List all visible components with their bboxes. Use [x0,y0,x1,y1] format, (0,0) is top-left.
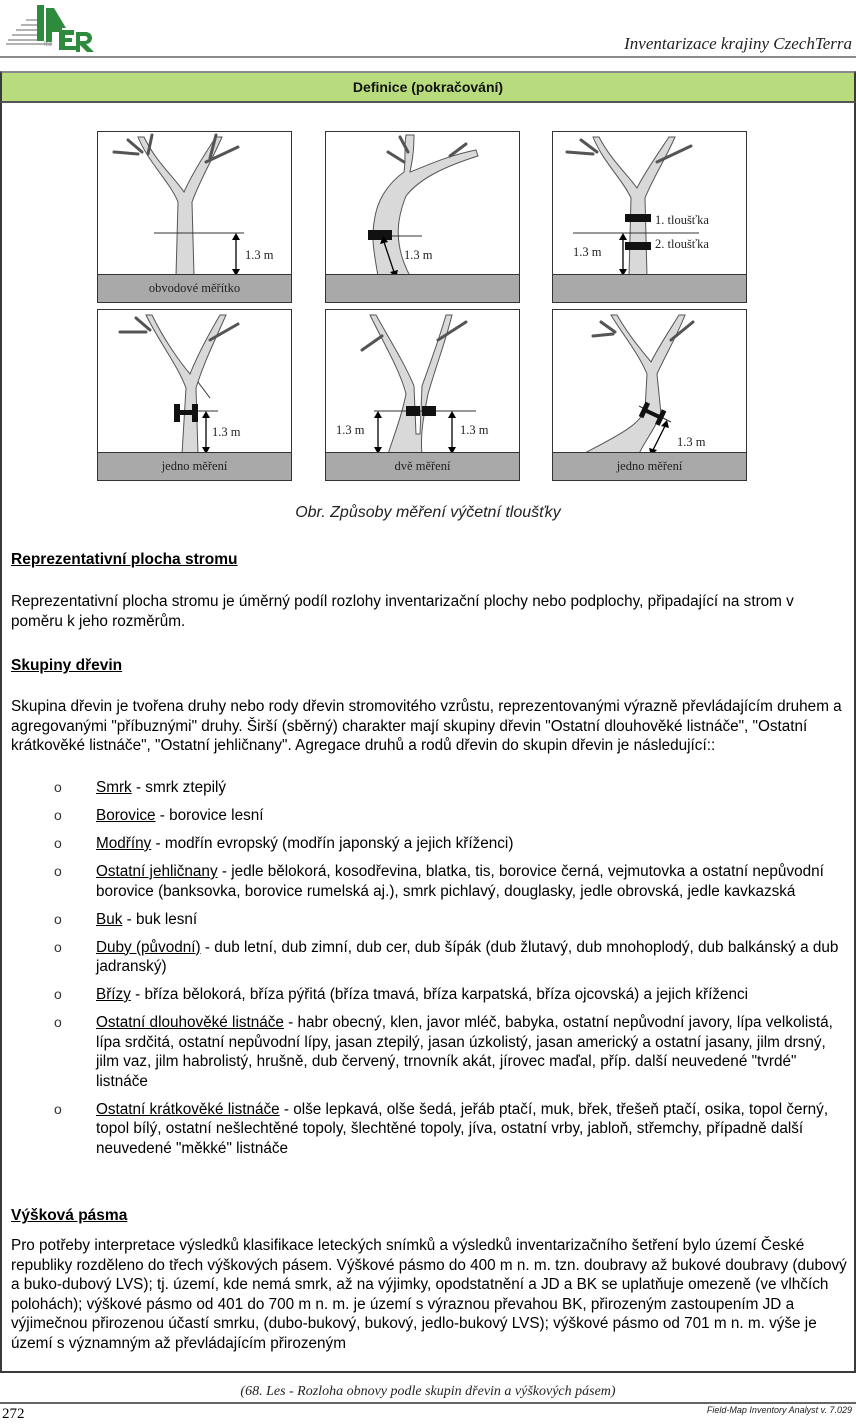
footer-divider [0,1402,856,1404]
paragraph-altitude-zones: Pro potřeby interpretace výsledků klasifikace leteckých snímků a výsledků inventarizačního šetření bylo území České republiky rozděleno do třech výškových pásem. Výškové pásmo do 400 m n. m. tzn. doubravy až bukové doubravy (dubový a buko-dubový LVS); tj. území, kde nemá smrk, až na výjimky, opodstatnění a JD a BK se uplatňuje omezeně (ve vlhčích polohách); výškové pásmo od 401 do 700 m n. m. je území s výraznou převahou BK, přirozeným zastoupením JD a výjimečnou přirozenou účastí smrku, (dubo-bukový, bukový, jedlo-bukový LVS); výškové pásmo od 701 m n. m. výše je území s významným až převládajícím přirozeným [11,1237,847,1352]
ground-label: obvodové měřítko [98,274,291,302]
bullet-icon: o [54,807,62,823]
app-version: Field-Map Inventory Analyst v. 7.029 [706,1405,852,1415]
group-term: Smrk [96,779,132,796]
group-desc: - buk lesní [122,910,198,928]
bullet-icon: o [54,938,62,955]
height-label: 1.3 m [573,245,602,259]
figure-panel-bent-base [552,309,747,481]
height-label-left: 1.3 m [336,423,365,437]
second-diameter-label: 2. tloušťka [655,237,709,251]
bullet-icon: o [54,910,62,927]
tree-groups-list [0,778,856,1167]
bullet-icon: o [54,835,62,851]
first-diameter-label: 1. tloušťka [655,213,709,227]
height-label-right: 1.3 m [460,423,489,437]
bullet-icon: o [54,1014,62,1030]
group-term: Modříny [96,835,152,852]
group-term: Ostatní dlouhověké listnáče [96,1014,284,1031]
group-desc: - dub letní, dub zimní, dub cer, dub šípák (dub žlutavý, dub mnohoplodý, dub balkánský a dub jadranský) [96,938,839,975]
figure-panel-circumference-tape [97,131,292,303]
height-label: 1.3 m [404,248,433,262]
list-item [0,806,846,826]
group-desc: - modřín evropský (modřín japonský a jejich kříženci) [151,835,514,852]
list-item [0,778,846,798]
group-desc: - smrk ztepilý [131,779,227,796]
document-title: Inventarizace krajiny CzechTerra [624,34,852,53]
list-item [0,834,846,854]
height-label: 1.3 m [212,425,241,439]
figure-panel-fork-above [97,309,292,481]
group-term: Borovice [96,807,156,824]
paragraph-tree-groups: Skupina dřevin je tvořena druhy nebo rody dřevin stromovitého vzrůstu, reprezentovanými výrazně převládajícím druhem a agregovanými "příbuznými" druhy. Širší (sběrný) charakter mají skupiny dřevin "Ostatní dlouhověké listnáče", "Ostatní krátkověké listnáče", "Ostatní jehličnany". Agregace druhů a rodů dřevin do skupin dřevin je následující:: [11,698,842,754]
bullet-icon: o [54,863,62,879]
group-term: Duby (původní) [96,938,201,956]
report-caption: (68. Les - Rozloha obnovy podle skupin dřevin a výškových pásem) [240,1384,616,1399]
group-desc: - bříza bělokorá, bříza pýřitá (bříza tmavá, bříza karpatská, bříza ojcovská) a jejich kříženci [130,986,749,1003]
list-item [0,938,846,977]
list-item [0,1013,846,1091]
group-term: Buk [96,910,123,928]
figure-panel-leaning-tree [325,131,520,303]
logo-text: ltd [44,41,52,48]
heading-altitude-zones: Výšková pásma [11,1207,128,1224]
heading-tree-groups: Skupiny dřevin [11,657,123,674]
bullet-icon: o [54,779,62,795]
group-term: Ostatní jehličnany [96,863,218,880]
heading-representative-area: Reprezentativní plocha stromu [11,551,238,568]
figure-panel-swelling [552,131,747,303]
ground-label [326,274,519,302]
section-title: Definice (pokračování) [352,79,504,95]
group-desc: - borovice lesní [155,807,264,824]
list-item [0,1100,846,1159]
list-item [0,910,846,930]
ifer-logo [4,2,96,52]
group-desc: - jedle bělokorá, kosodřevina, blatka, tis, borovice černá, vejmutovka a ostatní nepůvodní borovice (banksovka, borovice rumelská aj.), smrk pichlavý, douglasky, jedle obrovská, jedle kavkazská [96,863,824,900]
group-term: Břízy [96,986,131,1003]
list-item [0,985,846,1005]
group-desc: - habr obecný, klen, javor mléč, babyka, ostatní nepůvodní javory, lípa velkolistá, lípa srdčitá, ostatní nepůvodní lípy, jasan ztepilý, jasan úzkolistý, jasan americký a ostatní jasany, jilm drsný, jilm vaz, jilm habrolistý, hrušně, dub červený, trnovník akát, jírovec maďal, příp. další neuvedené "tvrdé" listnáče [96,1014,833,1090]
group-desc: - olše lepkavá, olše šedá, jeřáb ptačí, muk, břek, třešeň ptačí, osika, topol černý, topol bílý, ostatní nešlechtěné topoly, šlechtěné topoly, jíva, ostatní vrby, jabloň, střemchy, případně další neuvedené "měkké" listnáče [96,1100,829,1157]
header-divider [0,56,856,58]
ground-label: jedno měření [98,452,291,480]
section-title-bar [0,71,856,103]
bullet-icon: o [54,986,62,1002]
list-item [0,862,846,901]
group-term: Ostatní krátkověké listnáče [96,1100,280,1118]
ground-label: dvě měření [326,452,519,480]
height-label: 1.3 m [245,248,274,262]
page-number: 272 [2,1406,25,1422]
figure-panel-fork-below [325,309,520,481]
paragraph-representative-area: Reprezentativní plocha stromu je úměrný podíl rozlohy inventarizační plochy nebo podplochy, připadající na strom v poměru k jeho rozměrům. [11,593,794,630]
height-label: 1.3 m [677,435,706,449]
figure-caption: Obr. Způsoby měření výčetní tloušťky [295,504,561,521]
ground-label [553,274,746,302]
bullet-icon: o [54,1100,62,1117]
ground-label: jedno měření [553,452,746,480]
